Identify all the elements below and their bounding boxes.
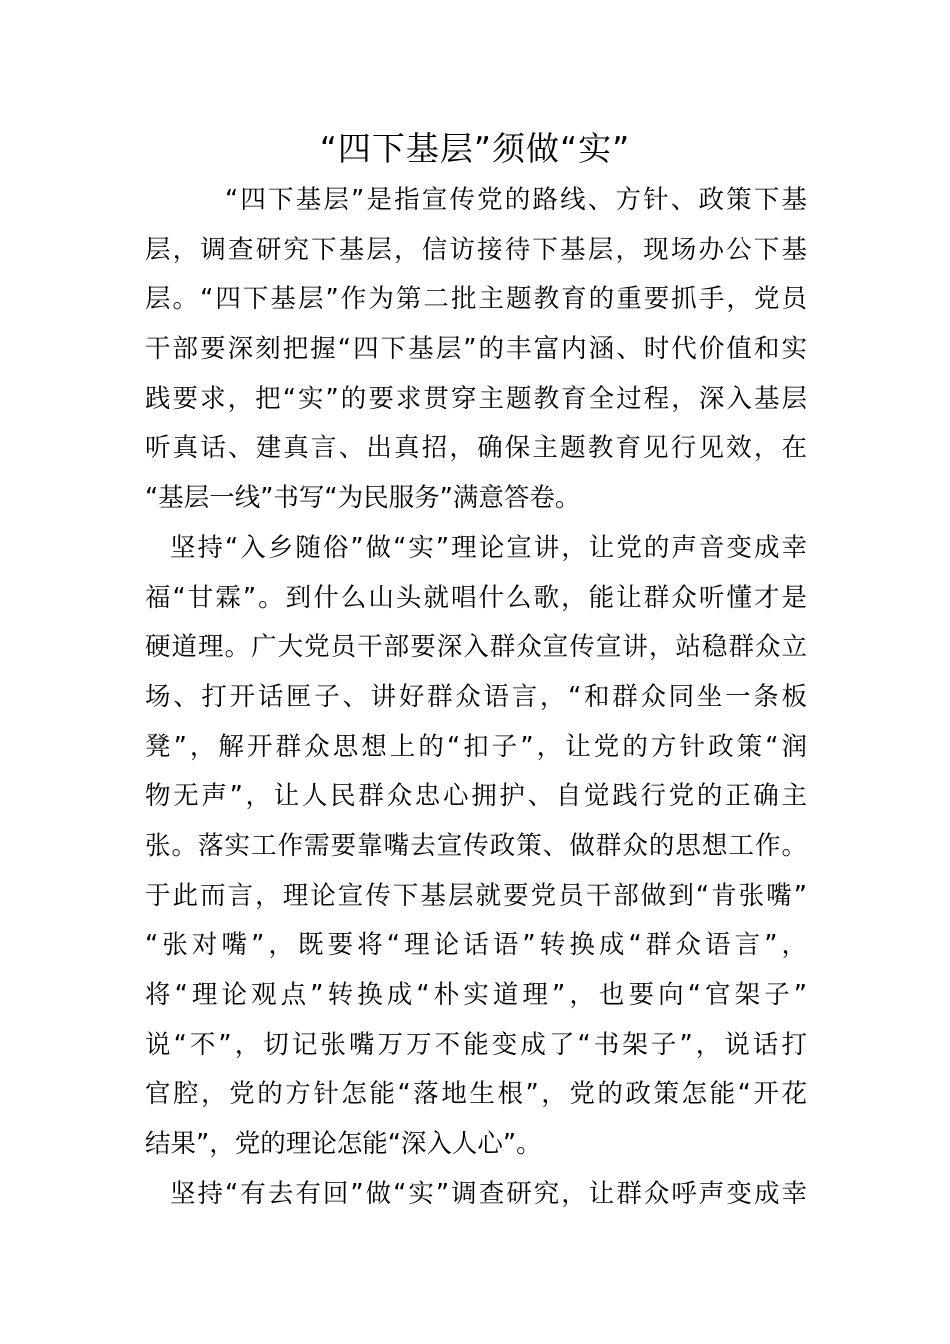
- paragraph-line: 将“理论观点”转换成“朴实道理”，也要向“官架子”: [145, 980, 807, 1010]
- paragraph-line: 张。落实工作需要靠嘴去宣传政策、做群众的思想工作。: [145, 830, 807, 861]
- paragraph-line: 福“甘霖”。到什么山头就唱什么歌，能让群众听懂才是: [145, 582, 807, 613]
- paragraph-line: 结果”，党的理论怎能“深入人心”。: [145, 1129, 542, 1160]
- paragraph-line: 物无声”，让人民群众忠心拥护、自觉践行党的正确主: [145, 781, 807, 812]
- paragraph-line: “张对嘴”，既要将“理论话语”转换成“群众语言”，: [145, 930, 807, 961]
- paragraph-line: “四下基层”是指宣传党的路线、方针、政策下基: [225, 185, 807, 215]
- paragraph-line: 场、打开话匣子、讲好群众语言，“和群众同坐一条板: [145, 681, 807, 712]
- paragraph-line: 凳”，解开群众思想上的“扣子”，让党的方针政策“润: [145, 731, 807, 762]
- paragraph-line: 层，调查研究下基层，信访接待下基层，现场办公下基: [145, 234, 807, 265]
- paragraph-line: 于此而言，理论宣传下基层就要党员干部做到“肯张嘴”: [145, 880, 807, 911]
- paragraph-line: 听真话、建真言、出真招，确保主题教育见行见效，在: [145, 433, 807, 464]
- paragraph-line: 践要求，把“实”的要求贯穿主题教育全过程，深入基层: [145, 383, 807, 414]
- document-title: “四下基层”须做“实”: [319, 129, 631, 168]
- paragraph-line: 硬道理。广大党员干部要深入群众宣传宣讲，站稳群众立: [145, 632, 807, 663]
- paragraph-line: 层。“四下基层”作为第二批主题教育的重要抓手，党员: [145, 284, 807, 315]
- paragraph-line: 说“不”，切记张嘴万万不能变成了“书架子”，说话打: [145, 1029, 807, 1060]
- paragraph-line: “基层一线”书写“为民服务”满意答卷。: [145, 483, 581, 514]
- document-body: [145, 176, 807, 1219]
- paragraph-line: 干部要深刻把握“四下基层”的丰富内涵、时代价值和实: [145, 334, 807, 365]
- paragraph-line: 坚持“入乡随俗”做“实”理论宣讲，让党的声音变成幸: [170, 532, 807, 563]
- paragraph-line: 坚持“有去有回”做“实”调查研究，让群众呼声变成幸: [170, 1178, 807, 1209]
- paragraph-line: 官腔，党的方针怎能“落地生根”，党的政策怎能“开花: [145, 1079, 807, 1110]
